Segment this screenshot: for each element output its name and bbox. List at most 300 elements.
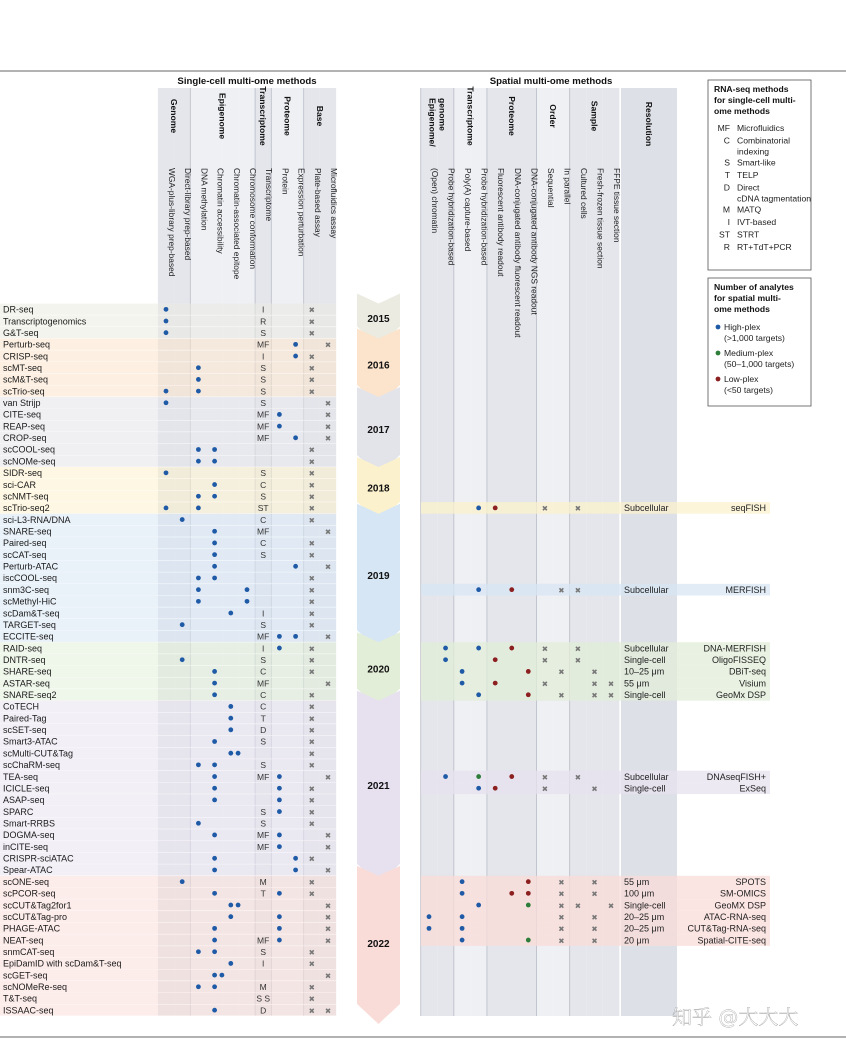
- sp-col-header: DNA-conjugated antibody NGS readout: [529, 168, 540, 315]
- method-name: EpiDamID with scDam&T-seq: [3, 958, 122, 969]
- rna-method-code: S: [260, 654, 267, 665]
- cross-mark: ✖: [541, 784, 548, 794]
- cross-mark: ✖: [607, 679, 615, 689]
- sc-group-header: Transcriptome: [258, 86, 269, 146]
- sc-col-header: Microfluidics assay: [329, 168, 339, 239]
- sc-group-header: Base: [314, 105, 325, 127]
- table-row: [0, 584, 336, 596]
- cross-mark: ✖: [541, 655, 548, 665]
- legend-analyte-label: High-plex: [724, 322, 761, 332]
- method-name: scNOMe-seq: [3, 456, 56, 467]
- resolution-value: 55 μm: [624, 876, 650, 887]
- cross-mark: ✖: [308, 994, 315, 1004]
- legend-analyte-title: for spatial multi-: [714, 293, 781, 303]
- high-plex-dot: [277, 412, 282, 417]
- cross-mark: ✖: [607, 691, 615, 701]
- cross-mark: ✖: [308, 328, 315, 338]
- method-name: NEAT-seq: [3, 935, 44, 946]
- high-plex-dot: [277, 844, 282, 849]
- cross-mark: ✖: [308, 983, 315, 993]
- method-name: scTrio-seq: [3, 386, 45, 397]
- rna-method-code: MF: [257, 409, 270, 420]
- rna-method-code: I: [262, 304, 265, 315]
- table-row: [0, 549, 336, 561]
- legend-code: MF: [717, 123, 730, 133]
- method-name: ISSAAC-seq: [3, 1005, 54, 1016]
- spatial-method-name: MERFISH: [725, 584, 766, 595]
- sp-group-header: Sample: [589, 100, 600, 132]
- rna-method-code: MF: [257, 771, 270, 782]
- method-name: Smart-RRBS: [3, 818, 56, 829]
- cross-mark: ✖: [324, 422, 332, 432]
- legend-analyte-title: ome methods: [714, 304, 770, 314]
- analyte-dot: [443, 646, 448, 651]
- method-name: scMethyl-HiC: [3, 596, 57, 607]
- method-name: REAP-seq: [3, 421, 46, 432]
- cross-mark: ✖: [308, 550, 315, 560]
- cross-mark: ✖: [324, 434, 332, 444]
- sp-col-header: Probe hybridization-based: [446, 168, 457, 266]
- rna-method-code: C: [260, 701, 267, 712]
- table-row: [0, 490, 336, 502]
- high-plex-dot: [212, 891, 217, 896]
- high-plex-dot: [277, 786, 282, 791]
- cross-mark: ✖: [308, 854, 315, 864]
- rna-method-code: MF: [257, 339, 270, 350]
- rna-method-code: I: [262, 608, 265, 619]
- cross-mark: ✖: [308, 784, 315, 794]
- method-name: scGET-seq: [3, 970, 48, 981]
- cross-mark: ✖: [574, 644, 582, 654]
- resolution-value: Subcellular: [624, 584, 669, 595]
- table-row: [0, 841, 336, 853]
- high-plex-dot: [228, 751, 233, 756]
- high-plex-dot: [180, 657, 185, 662]
- analyte-dot: [526, 938, 531, 943]
- cross-mark: ✖: [607, 901, 615, 911]
- high-plex-dot: [196, 506, 201, 511]
- high-plex-dot: [164, 319, 169, 324]
- analyte-dot: [476, 506, 481, 511]
- cross-mark: ✖: [324, 679, 332, 689]
- rna-method-code: S S: [256, 993, 271, 1004]
- year-label: 2017: [367, 424, 390, 436]
- resolution-value: 20–25 μm: [624, 911, 665, 922]
- cross-mark: ✖: [308, 515, 315, 525]
- method-name: Smart3-ATAC: [3, 736, 58, 747]
- legend-rna-title: for single-cell multi-: [714, 95, 796, 105]
- high-plex-dot: [196, 821, 201, 826]
- rna-method-code: M: [259, 876, 267, 887]
- high-plex-dot: [228, 716, 233, 721]
- table-row: [0, 806, 336, 818]
- method-name: CoTECH: [3, 701, 40, 712]
- sp-col-header: Cultured cells: [578, 168, 589, 219]
- table-row: [0, 362, 336, 374]
- high-plex-dot: [293, 856, 298, 861]
- high-plex-dot: [196, 984, 201, 989]
- resolution-value: 10–25 μm: [624, 666, 665, 677]
- high-plex-dot: [228, 727, 233, 732]
- cross-mark: ✖: [308, 480, 315, 490]
- high-plex-dot: [212, 739, 217, 744]
- spatial-row: [421, 584, 770, 596]
- high-plex-dot: [245, 587, 250, 592]
- sp-col-header: Poly(A) capture-based: [463, 168, 474, 252]
- method-name: TEA-seq: [3, 771, 39, 782]
- method-name: PHAGE-ATAC: [3, 923, 61, 934]
- legend-desc: RT+TdT+PCR: [737, 242, 792, 252]
- high-plex-dot: [293, 564, 298, 569]
- high-plex-dot: [277, 938, 282, 943]
- high-plex-dot: [228, 704, 233, 709]
- high-plex-dot: [277, 424, 282, 429]
- spatial-method-name: OligoFISSEQ: [711, 654, 766, 665]
- high-plex-dot: [293, 342, 298, 347]
- cross-mark: ✖: [574, 585, 582, 595]
- sp-col-header: Probe hybridization-based: [479, 168, 490, 266]
- high-plex-dot: [212, 459, 217, 464]
- sc-col-header: Chromatin accessibility: [215, 168, 226, 254]
- high-plex-dot: [277, 891, 282, 896]
- rna-method-code: C: [260, 479, 267, 490]
- method-name: scPCOR-seq: [3, 888, 56, 899]
- rna-method-code: S: [260, 386, 267, 397]
- cross-mark: ✖: [308, 655, 315, 665]
- high-plex-dot: [196, 494, 201, 499]
- table-row: [0, 701, 336, 713]
- method-name: G&T-seq: [3, 327, 39, 338]
- method-name: Paired-seq: [3, 538, 47, 549]
- table-row: [0, 771, 336, 783]
- cross-mark: ✖: [574, 901, 582, 911]
- spatial-method-name: DBiT-seq: [728, 666, 766, 677]
- legend-analyte-range: (<50 targets): [724, 385, 773, 395]
- cross-mark: ✖: [541, 644, 548, 654]
- method-name: DR-seq: [3, 304, 34, 315]
- spatial-method-name: SM-OMICS: [720, 888, 766, 899]
- resolution-value: 100 μm: [624, 888, 655, 899]
- rna-method-code: MF: [257, 631, 270, 642]
- rna-method-code: S: [260, 398, 267, 409]
- high-plex-dot: [293, 354, 298, 359]
- cross-mark: ✖: [324, 340, 332, 350]
- legend-desc: Direct: [737, 182, 760, 193]
- legend-code: T: [724, 170, 730, 180]
- high-plex-dot: [228, 903, 233, 908]
- cross-mark: ✖: [308, 387, 315, 397]
- cross-mark: ✖: [324, 527, 332, 537]
- analyte-dot: [526, 891, 531, 896]
- analyte-dot: [509, 774, 514, 779]
- sc-col-header: Direct-library prep-based: [183, 168, 194, 261]
- high-plex-dot: [212, 762, 217, 767]
- high-plex-dot: [180, 622, 185, 627]
- analyte-dot: [460, 891, 465, 896]
- method-name: Spear-ATAC: [3, 865, 53, 876]
- rna-method-code: R: [260, 316, 267, 327]
- analyte-dot: [443, 657, 448, 662]
- rna-method-code: T: [260, 888, 266, 899]
- sp-col-header: FFPE tissue section: [612, 168, 623, 243]
- method-name: inCITE-seq: [3, 841, 49, 852]
- analyte-dot: [427, 914, 432, 919]
- rna-method-code: MF: [257, 841, 270, 852]
- method-name: ASTAR-seq: [3, 678, 50, 689]
- cross-mark: ✖: [324, 912, 332, 922]
- legend-analyte-range: (50–1,000 targets): [724, 359, 795, 369]
- resolution-value: 20 μm: [624, 935, 650, 946]
- high-plex-dot: [196, 459, 201, 464]
- cross-mark: ✖: [558, 585, 565, 595]
- legend-code: M: [722, 204, 730, 215]
- sc-group-header: Proteome: [282, 96, 293, 136]
- table-row: [0, 876, 336, 888]
- method-name: ASAP-seq: [3, 795, 45, 806]
- high-plex-dot: [212, 564, 217, 569]
- high-plex-dot: [212, 529, 217, 534]
- rna-method-code: S: [260, 806, 267, 817]
- rna-method-code: I: [262, 351, 265, 362]
- cross-mark: ✖: [574, 504, 582, 514]
- cross-mark: ✖: [308, 726, 315, 736]
- high-plex-dot: [293, 868, 298, 873]
- legend-code: C: [723, 135, 730, 146]
- resolution-value: Single-cell: [624, 654, 666, 665]
- high-plex-dot: [164, 307, 169, 312]
- high-plex-dot: [196, 377, 201, 382]
- cross-mark: ✖: [324, 399, 332, 409]
- legend-code: I: [727, 217, 730, 227]
- cross-mark: ✖: [308, 620, 315, 630]
- spatial-method-name: ExSeq: [739, 783, 766, 794]
- rna-method-code: T: [260, 713, 266, 724]
- cross-mark: ✖: [308, 469, 315, 479]
- high-plex-dot: [180, 879, 185, 884]
- method-name: SHARE-seq: [3, 666, 52, 677]
- method-name: CRISP-seq: [3, 351, 49, 362]
- analyte-dot: [526, 879, 531, 884]
- cross-mark: ✖: [308, 457, 315, 467]
- legend-dot: [716, 325, 721, 330]
- sc-group-header: Epigenome: [217, 92, 228, 140]
- high-plex-dot: [212, 856, 217, 861]
- rna-method-code: MF: [257, 935, 270, 946]
- cross-mark: ✖: [308, 796, 315, 806]
- sp-col-header: DNA-conjugated antibody fluorescent readout: [512, 168, 523, 338]
- high-plex-dot: [212, 447, 217, 452]
- high-plex-dot: [212, 786, 217, 791]
- sp-title: Spatial multi-ome methods: [489, 76, 613, 87]
- cross-mark: ✖: [308, 597, 315, 607]
- cross-mark: ✖: [324, 562, 332, 572]
- sp-group-header: Transcriptome: [465, 86, 476, 146]
- resolution-value: Single-cell: [624, 690, 666, 701]
- sp-group-header: Epigenome/: [427, 98, 438, 147]
- year-label: 2016: [367, 360, 390, 372]
- legend-code: D: [723, 182, 730, 193]
- analyte-dot: [526, 669, 531, 674]
- rna-method-code: ST: [257, 503, 269, 514]
- cross-mark: ✖: [591, 667, 598, 677]
- rna-method-code: S: [260, 468, 267, 479]
- analyte-dot: [476, 587, 481, 592]
- sc-col-header: Transcriptome: [264, 168, 275, 222]
- method-name: scSET-seq: [3, 725, 47, 736]
- analyte-dot: [460, 938, 465, 943]
- cross-mark: ✖: [558, 924, 565, 934]
- cross-mark: ✖: [324, 842, 332, 852]
- rna-method-code: MF: [257, 526, 270, 537]
- analyte-dot: [460, 681, 465, 686]
- rna-method-code: S: [260, 374, 267, 385]
- sc-group-header: Genome: [169, 98, 180, 134]
- high-plex-dot: [228, 914, 233, 919]
- cross-mark: ✖: [591, 784, 598, 794]
- year-label: 2018: [367, 483, 390, 495]
- legend-desc: cDNA tagmentation: [737, 193, 812, 204]
- cross-mark: ✖: [591, 691, 598, 701]
- table-row: [0, 432, 336, 444]
- legend-desc: MATQ: [737, 204, 762, 215]
- cross-mark: ✖: [308, 761, 315, 771]
- high-plex-dot: [212, 576, 217, 581]
- high-plex-dot: [293, 435, 298, 440]
- cross-mark: ✖: [558, 667, 565, 677]
- cross-mark: ✖: [308, 819, 315, 829]
- resolution-value: Subcellular: [624, 643, 669, 654]
- cross-mark: ✖: [591, 936, 598, 946]
- method-name: SPARC: [3, 806, 34, 817]
- high-plex-dot: [277, 774, 282, 779]
- method-name: CRISPR-sciATAC: [3, 853, 74, 864]
- sp-col-header: (Open) chromatin: [430, 168, 440, 234]
- cross-mark: ✖: [574, 772, 582, 782]
- rna-method-code: S: [260, 619, 267, 630]
- legend-code: R: [723, 242, 730, 252]
- legend-rna-title: ome methods: [714, 106, 770, 116]
- method-name: DNTR-seq: [3, 654, 46, 665]
- sp-col-header: In parallel: [562, 168, 573, 205]
- high-plex-dot: [277, 798, 282, 803]
- table-row: [0, 934, 336, 946]
- high-plex-dot: [196, 762, 201, 767]
- high-plex-dot: [212, 692, 217, 697]
- cross-mark: ✖: [324, 936, 332, 946]
- spatial-method-name: GeoMX DSP: [714, 900, 766, 911]
- rna-method-code: C: [260, 514, 267, 525]
- method-name: scCOOL-seq: [3, 444, 56, 455]
- rna-method-code: C: [260, 666, 267, 677]
- spatial-method-name: GeoMx DSP: [715, 690, 766, 701]
- high-plex-dot: [212, 984, 217, 989]
- high-plex-dot: [228, 961, 233, 966]
- legend-dot: [716, 377, 721, 382]
- cross-mark: ✖: [308, 305, 315, 315]
- method-name: SIDR-seq: [3, 468, 43, 479]
- analyte-dot: [493, 506, 498, 511]
- cross-mark: ✖: [324, 632, 332, 642]
- cross-mark: ✖: [308, 947, 315, 957]
- rna-method-code: MF: [257, 433, 270, 444]
- method-name: scNOMeRe-seq: [3, 982, 68, 993]
- legend-analyte-label: Low-plex: [724, 374, 759, 384]
- spatial-method-name: CUT&Tag-RNA-seq: [687, 923, 766, 934]
- spatial-method-name: DNAseqFISH+: [706, 771, 766, 782]
- cross-mark: ✖: [558, 901, 565, 911]
- table-row: [0, 537, 336, 549]
- analyte-dot: [493, 786, 498, 791]
- spatial-method-name: Visium: [739, 678, 766, 689]
- table-row: [0, 642, 336, 654]
- analyte-dot: [460, 669, 465, 674]
- high-plex-dot: [212, 973, 217, 978]
- cross-mark: ✖: [308, 807, 315, 817]
- spatial-method-name: DNA-MERFISH: [703, 643, 766, 654]
- table-row: [0, 724, 336, 736]
- high-plex-dot: [196, 587, 201, 592]
- sc-col-header: DNA methylation: [199, 168, 210, 231]
- method-name: iscCOOL-seq: [3, 573, 58, 584]
- sc-col-header: WGA-plus-library prep-based: [167, 168, 177, 277]
- high-plex-dot: [196, 576, 201, 581]
- analyte-dot: [509, 891, 514, 896]
- rna-method-code: S: [260, 327, 267, 338]
- table-row: [0, 993, 336, 1005]
- method-name: ICICLE-seq: [3, 783, 50, 794]
- spatial-method-name: seqFISH: [730, 503, 766, 514]
- method-name: scM&T-seq: [3, 374, 49, 385]
- method-name: DOGMA-seq: [3, 830, 55, 841]
- analyte-dot: [509, 587, 514, 592]
- rna-method-code: I: [262, 958, 265, 969]
- method-name: scONE-seq: [3, 876, 50, 887]
- rna-method-code: S: [260, 549, 267, 560]
- rna-method-code: S: [260, 362, 267, 373]
- rna-method-code: MF: [257, 678, 270, 689]
- cross-mark: ✖: [324, 924, 332, 934]
- method-name: Perturb-ATAC: [3, 561, 59, 572]
- table-row: [0, 350, 336, 362]
- high-plex-dot: [212, 949, 217, 954]
- analyte-dot: [476, 646, 481, 651]
- cross-mark: ✖: [308, 317, 315, 327]
- high-plex-dot: [196, 599, 201, 604]
- cross-mark: ✖: [591, 889, 598, 899]
- legend-desc: Microfluidics: [737, 123, 785, 133]
- method-name: T&T-seq: [3, 993, 38, 1004]
- high-plex-dot: [212, 798, 217, 803]
- table-row: [0, 374, 336, 386]
- method-name: sci-L3-RNA/DNA: [3, 514, 71, 525]
- high-plex-dot: [228, 611, 233, 616]
- cross-mark: ✖: [324, 410, 332, 420]
- analyte-dot: [526, 692, 531, 697]
- sp-group-header: Order: [548, 104, 559, 128]
- table-row: [0, 969, 336, 981]
- analyte-dot: [460, 879, 465, 884]
- cross-mark: ✖: [324, 971, 332, 981]
- legend-desc: STRT: [737, 229, 760, 240]
- year-label: 2015: [367, 314, 390, 326]
- high-plex-dot: [236, 903, 241, 908]
- method-name: snmCAT-seq: [3, 946, 55, 957]
- high-plex-dot: [277, 646, 282, 651]
- year-label: 2021: [367, 781, 390, 793]
- rna-method-code: I: [262, 643, 265, 654]
- method-name: scMT-seq: [3, 362, 43, 373]
- cross-mark: ✖: [591, 924, 598, 934]
